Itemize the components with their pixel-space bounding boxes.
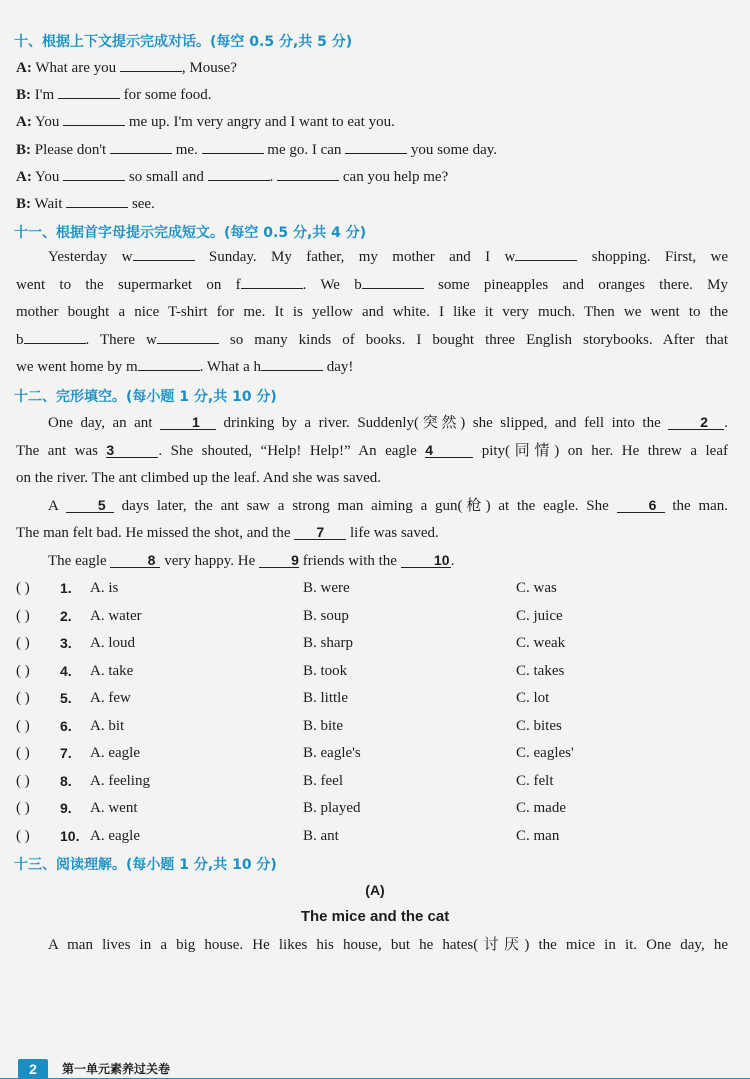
option-b[interactable]: B. sharp xyxy=(303,635,353,651)
answer-paren[interactable]: ( ) xyxy=(16,745,30,761)
section-13-title: 十三、阅读理解。(每小题 1 分,共 10 分) xyxy=(14,857,277,873)
dialogue-line-4: B: Please don't me. me go. I can you some day. xyxy=(16,139,497,160)
option-row: ( ) 2. A. water B. soup C. juice xyxy=(16,608,563,624)
answer-paren[interactable]: ( ) xyxy=(16,828,30,844)
dialogue-line-1: A: What are you , Mouse? xyxy=(16,57,237,78)
passage-line: we went home by m . What a h day! xyxy=(16,354,728,382)
dialogue-line-6: B: Wait see. xyxy=(16,193,155,214)
answer-blank[interactable] xyxy=(63,166,125,181)
answer-blank[interactable] xyxy=(157,329,219,344)
option-row: ( ) 1. A. is B. were C. was xyxy=(16,580,557,596)
option-a[interactable]: A. is xyxy=(90,580,119,596)
answer-blank[interactable] xyxy=(345,139,407,154)
option-b[interactable]: B. little xyxy=(303,690,348,706)
option-row: ( ) 3. A. loud B. sharp C. weak xyxy=(16,635,566,651)
option-b[interactable]: B. eagle's xyxy=(303,745,361,761)
passage-line: The ant was 3 . She shouted, “Help! Help!” An eagle 4 pity(同情) on her. He threw a leaf xyxy=(16,441,728,459)
dialogue-line-3: A: You me up. I'm very angry and I want to eat you. xyxy=(16,111,395,132)
option-a[interactable]: A. few xyxy=(90,690,131,706)
answer-blank[interactable] xyxy=(138,356,200,371)
passage-line: The eagle 8 very happy. He 9 friends with the 10. xyxy=(48,551,455,569)
answer-blank[interactable] xyxy=(133,246,195,261)
answer-paren[interactable]: ( ) xyxy=(16,718,30,734)
cloze-blank-3[interactable]: 3 xyxy=(106,443,158,458)
option-b[interactable]: B. ant xyxy=(303,828,339,844)
option-a[interactable]: A. take xyxy=(90,663,134,679)
dialogue-line-5: A: You so small and . can you help me? xyxy=(16,166,448,187)
footer-title: 第一单元素养过关卷 xyxy=(62,1062,171,1076)
section-10-title: 十、根据上下文提示完成对话。(每空 0.5 分,共 5 分) xyxy=(14,34,353,50)
answer-blank[interactable] xyxy=(515,246,577,261)
answer-paren[interactable]: ( ) xyxy=(16,635,30,651)
section-12-title: 十二、完形填空。(每小题 1 分,共 10 分) xyxy=(14,389,277,405)
passage-line: The man felt bad. He missed the shot, and the 7 life was saved. xyxy=(16,524,439,541)
answer-paren[interactable]: ( ) xyxy=(16,773,30,789)
answer-paren[interactable]: ( ) xyxy=(16,608,30,624)
page-footer xyxy=(18,1058,170,1079)
option-c[interactable]: C. eagles' xyxy=(516,745,574,761)
option-c[interactable]: C. made xyxy=(516,800,566,816)
option-row: ( ) 8. A. feeling B. feel C. felt xyxy=(16,773,554,789)
answer-paren[interactable]: ( ) xyxy=(16,800,30,816)
passage-line: on the river. The ant climbed up the leaf. And she was saved. xyxy=(16,470,382,486)
answer-blank[interactable] xyxy=(202,139,264,154)
option-a[interactable]: A. went xyxy=(90,800,138,816)
option-c[interactable]: C. felt xyxy=(516,773,554,789)
option-a[interactable]: A. eagle xyxy=(90,745,140,761)
passage-line: Yesterday w Sunday. My father, my mother and I w shopping. First, we xyxy=(16,244,728,272)
passage-line: mother bought a nice T-shirt for me. It is yellow and white. I like it very much. Then we went to the xyxy=(16,304,728,320)
answer-blank[interactable] xyxy=(362,274,424,289)
dialogue-line-2: B: I'm for some food. xyxy=(16,84,212,105)
answer-blank[interactable] xyxy=(120,57,182,72)
cloze-blank-6[interactable]: 6 xyxy=(617,498,665,513)
option-a[interactable]: A. bit xyxy=(90,718,125,734)
option-row: ( ) 7. A. eagle B. eagle's C. eagles' xyxy=(16,745,574,761)
answer-blank[interactable] xyxy=(24,329,86,344)
cloze-blank-8[interactable]: 8 xyxy=(110,553,160,568)
answer-blank[interactable] xyxy=(66,193,128,208)
story-first-line: A man lives in a big house. He likes his house, but he hates(讨厌) the mice in it. One day, he xyxy=(48,937,728,953)
option-b[interactable]: B. played xyxy=(303,800,361,816)
answer-paren[interactable]: ( ) xyxy=(16,663,30,679)
option-row: ( ) 9. A. went B. played C. made xyxy=(16,800,566,816)
option-c[interactable]: C. man xyxy=(516,828,560,844)
answer-blank[interactable] xyxy=(261,356,323,371)
option-row: ( ) 6. A. bit B. bite C. bites xyxy=(16,718,562,734)
option-a[interactable]: A. eagle xyxy=(90,828,140,844)
cloze-blank-2[interactable]: 2 xyxy=(668,415,724,430)
option-b[interactable]: B. soup xyxy=(303,608,349,624)
option-row: ( ) 10. A. eagle B. ant C. man xyxy=(16,828,560,844)
option-c[interactable]: C. bites xyxy=(516,718,562,734)
option-a[interactable]: A. feeling xyxy=(90,773,150,789)
answer-blank[interactable] xyxy=(110,139,172,154)
answer-paren[interactable]: ( ) xyxy=(16,580,30,596)
option-b[interactable]: B. bite xyxy=(303,718,343,734)
option-c[interactable]: C. lot xyxy=(516,690,550,706)
cloze-passage xyxy=(16,410,728,575)
option-b[interactable]: B. feel xyxy=(303,773,343,789)
option-c[interactable]: C. takes xyxy=(516,663,565,679)
answer-blank[interactable] xyxy=(58,84,120,99)
answer-paren[interactable]: ( ) xyxy=(16,690,30,706)
cloze-blank-7[interactable]: 7 xyxy=(294,525,346,540)
option-c[interactable]: C. was xyxy=(516,580,557,596)
cloze-blank-10[interactable]: 10 xyxy=(401,553,451,568)
option-b[interactable]: B. took xyxy=(303,663,348,679)
answer-blank[interactable] xyxy=(277,166,339,181)
answer-blank[interactable] xyxy=(63,111,125,126)
option-row: ( ) 5. A. few B. little C. lot xyxy=(16,690,550,706)
option-a[interactable]: A. water xyxy=(90,608,142,624)
passage-line: went to the supermarket on f . We b some pineapples and oranges there. My xyxy=(16,272,728,300)
reading-part-label: (A) xyxy=(365,882,385,898)
cloze-blank-5[interactable]: 5 xyxy=(66,498,114,513)
cloze-passage-initials xyxy=(16,244,728,382)
passage-line: One day, an ant 1 drinking by a river. Suddenly(突然) she slipped, and fell into the 2 . xyxy=(48,414,729,431)
option-row: ( ) 4. A. take B. took C. takes xyxy=(16,663,565,679)
section-11-title: 十一、根据首字母提示完成短文。(每空 0.5 分,共 4 分) xyxy=(14,225,367,241)
cloze-blank-1[interactable]: 1 xyxy=(160,415,216,430)
answer-blank[interactable] xyxy=(208,166,270,181)
option-c[interactable]: C. juice xyxy=(516,608,563,624)
cloze-blank-9[interactable]: 9 xyxy=(259,553,299,568)
option-b[interactable]: B. were xyxy=(303,580,350,596)
option-c[interactable]: C. weak xyxy=(516,635,566,651)
story-title: The mice and the cat xyxy=(300,908,450,925)
passage-line: A 5 days later, the ant saw a strong man aiming a gun(枪) at the eagle. She 6 the man. xyxy=(48,496,729,514)
option-a[interactable]: A. loud xyxy=(90,635,135,651)
cloze-blank-4[interactable]: 4 xyxy=(425,443,473,458)
passage-line: b . There w so many kinds of books. I bought three English storybooks. After that xyxy=(16,327,728,355)
answer-blank[interactable] xyxy=(241,274,303,289)
page-number: 2 xyxy=(18,1059,48,1079)
